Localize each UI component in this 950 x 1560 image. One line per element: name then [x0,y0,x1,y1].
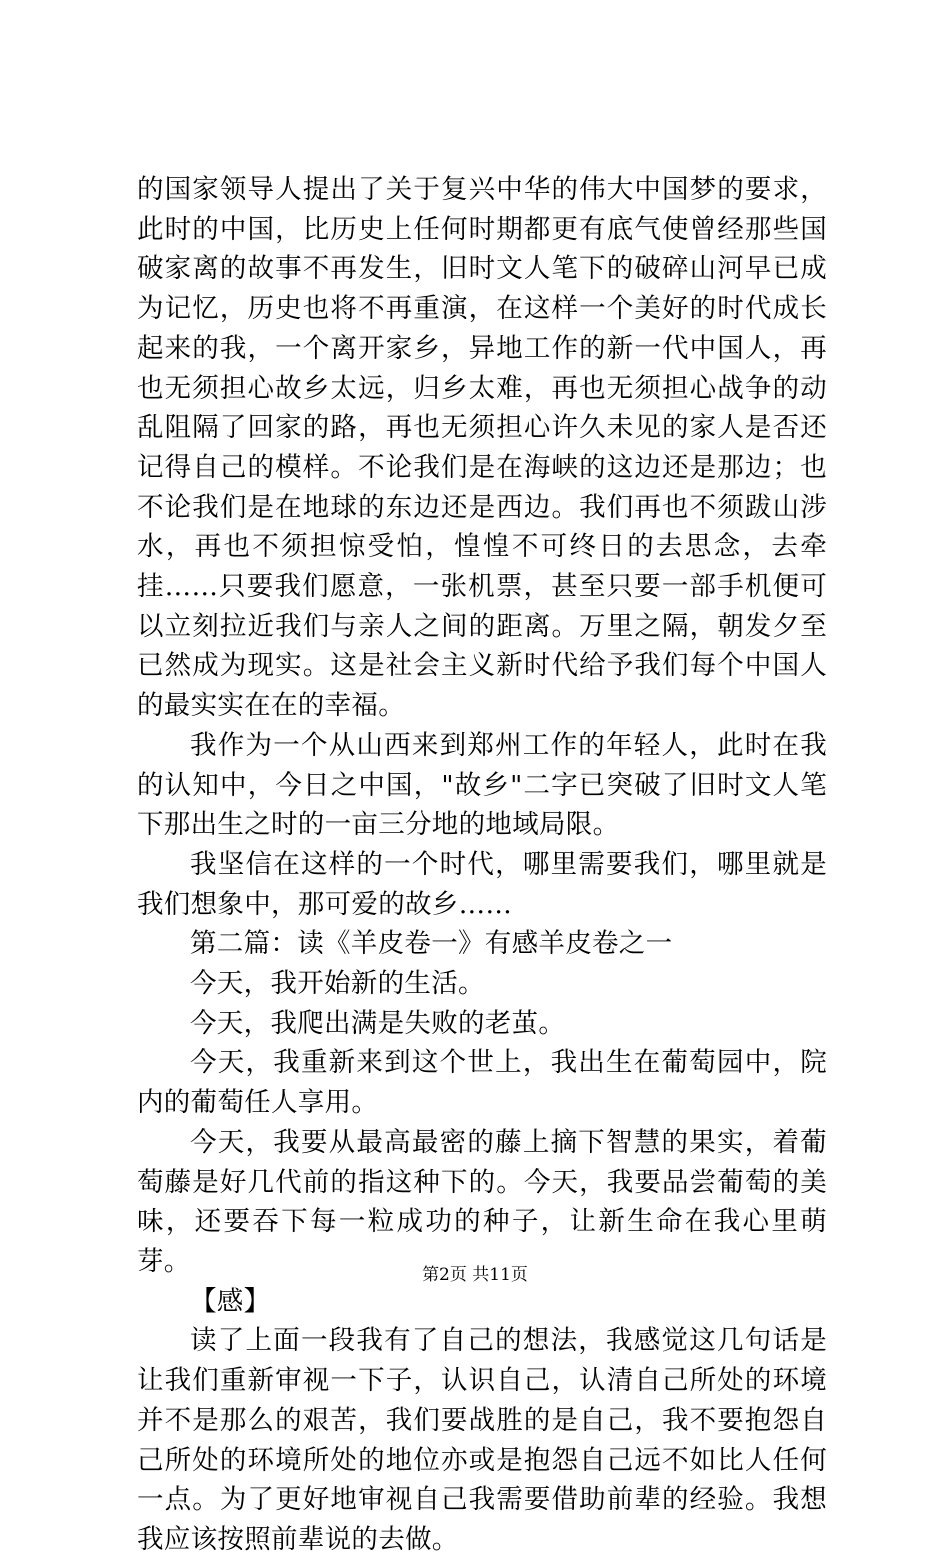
page-footer: 第2页 共11页 [422,1265,528,1285]
paragraph-8: 今天，我要从最高最密的藤上摘下智慧的果实，着葡萄藤是好几代前的指这种下的。今天，我要品尝葡萄的美味，还要吞下每一粒成功的种子，让新生命在我心里萌芽。 [137,1126,827,1277]
reflection-label: 【感】 [190,1285,271,1317]
section-heading: 第二篇：读《羊皮卷一》有感羊皮卷之一 [190,928,673,960]
paragraph-5: 今天，我开始新的生活。 [190,968,485,1000]
paragraph-1: 的国家领导人提出了关于复兴中华的伟大中国梦的要求，此时的中国，比历史上任何时期都更有底气使曾经那些国破家离的故事不再发生，旧时文人笔下的破碎山河早已成为记忆，历史也将不再重演，在这样一个美好的时代成长起来的我，一个离开家乡，异地工作的新一代中国人，再也无须担心故乡太远，归乡太难，再也无须担心战争的动乱阻隔了回家的路，再也无须担心许久未见的家人是否还记得自己的模样。不论我们是在海峡的这边还是那边；也不论我们是在地球的东边还是西边。我们再也不须跋山涉水，再也不须担惊受怕，惶惶不可终日的去思念，去牵挂……只要我们愿意，一张机票，甚至只要一部手机便可以立刻拉近我们与亲人之间的距离。万里之隔，朝发夕至已然成为现实。这是社会主义新时代给予我们每个中国人的最实实在在的幸福。 [137,174,827,722]
paragraph-2: 我作为一个从山西来到郑州工作的年轻人，此时在我的认知中，今日之中国，"故乡"二字已突破了旧时文人笔下那出生之时的一亩三分地的地域局限。 [137,729,827,841]
paragraph-3: 我坚信在这样的一个时代，哪里需要我们，哪里就是我们想象中，那可爱的故乡…… [137,848,827,920]
document-body [137,170,827,1560]
paragraph-7: 今天，我重新来到这个世上，我出生在葡萄园中，院内的葡萄任人享用。 [137,1047,827,1119]
paragraph-10: 读了上面一段我有了自己的想法，我感觉这几句话是让我们重新审视一下子，认识自己，认清自己所处的环境并不是那么的艰苦，我们要战胜的是自己，我不要抱怨自己所处的环境所处的地位亦或是抱怨自己远不如比人任何一点。为了更好地审视自己我需要借助前辈的经验。我想我应该按照前辈说的去做。 [137,1325,827,1555]
paragraph-6: 今天，我爬出满是失败的老茧。 [190,1007,566,1039]
